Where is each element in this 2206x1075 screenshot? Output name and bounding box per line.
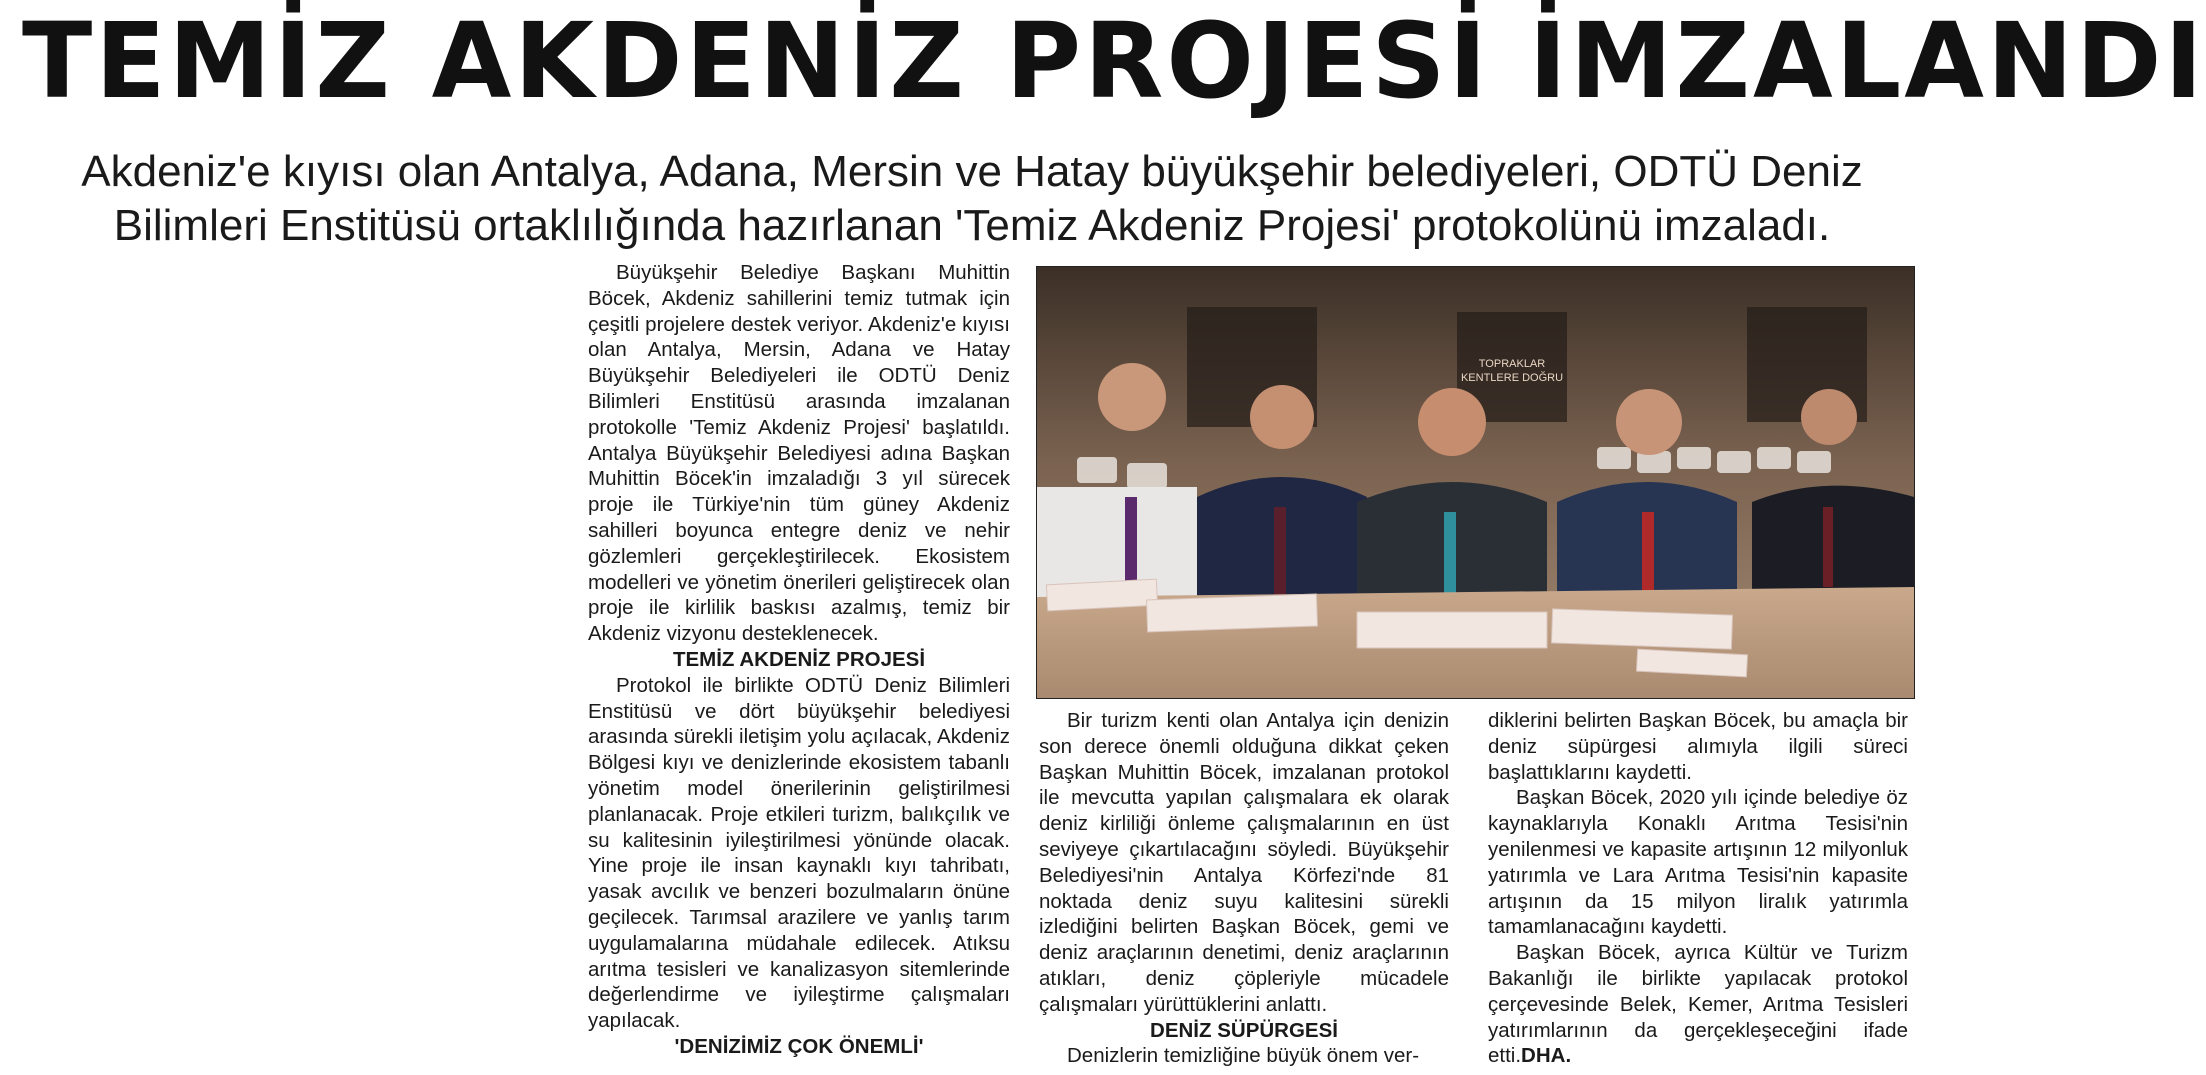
subheading: TEMİZ AKDENİZ PROJESİ — [672, 647, 926, 671]
paragraph: Bir turizm kenti olan Antalya için denizin son derece önemli olduğuna dikkat çeken Başkan Muhittin Böcek, imzalanan protokol ile mevcutta yapılan çalışmalara ek olarak deniz kirliliği önleme çalışmalarının en üst seviyeye çıkartılacağını söyledi. Büyükşehir Belediyesi'nin Antalya Körfezi'nde 81 noktada deniz suyu kalitesini sürekli izlediğini belirten Başkan Böcek, gemi ve deniz araçlarının denetimi, deniz araçlarının atıkları, deniz çöpleriyle mücadele çalışmaları yürüttüklerini anlattı. — [1039, 709, 1449, 1016]
svg-text:TOPRAKLAR: TOPRAKLAR — [1478, 358, 1546, 370]
paragraph-text: Başkan Böcek, ayrıca Kültür ve Turizm Bakanlığı ile birlikte yapılacak protokol çerçevesinde Belek, Kemer, Arıtma Tesisleri yatırımlarının da gerçekleşeceğini ifade etti. — [1488, 941, 1908, 1068]
svg-text:KENTLERE DOĞRU: KENTLERE DOĞRU — [1460, 372, 1564, 384]
subheading: 'DENİZİMİZ ÇOK ÖNEMLİ' — [674, 1034, 924, 1058]
byline: DHA. — [1521, 1044, 1572, 1068]
paragraph: Büyükşehir Belediye Başkanı Muhittin Böcek, Akdeniz sahillerini temiz tutmak için çeşitli projelere destek veriyor. Akdeniz'e kıyısı olan Antalya, Mersin, Adana ve Hatay Büyükşehir Belediyeleri ile ODTÜ Deniz Bilimleri Enstitüsü arasında imzalanan protokolle 'Temiz Akdeniz Projesi' başlatıldı. Antalya Büyükşehir Belediyesi adına Başkan Muhittin Böcek'in imzaladığı 3 yıl sürecek proje ile Türkiye'nin tüm güney Akdeniz sahilleri boyunca entegre deniz ve nehir gözlemleri gerçekleştirilecek. Ekosistem modelleri ve yönetim önerileri geliştirecek olan proje ile kirlilik baskısı azalmış, temiz bir Akdeniz vizyonu desteklenecek. — [588, 261, 1010, 646]
paragraph: diklerini belirten Başkan Böcek, bu amaçla bir deniz süpürgesi alımıyla ilgili süreci başlattıklarını kaydetti. — [1488, 709, 1908, 784]
signing-ceremony-photo — [1036, 266, 1915, 699]
subheading: DENİZ SÜPÜRGESİ — [1150, 1018, 1338, 1042]
article-column-1 — [588, 260, 1010, 1060]
article-column-3 — [1488, 708, 1908, 1069]
paragraph: Denizlerin temizliğine büyük önem ver- — [1067, 1044, 1420, 1068]
article-column-2 — [1039, 708, 1449, 1069]
paragraph — [1488, 940, 1908, 1069]
paragraph: Başkan Böcek, 2020 yılı içinde belediye öz kaynaklarıyla Konaklı Arıtma Tesisi'nin yenilenmesi ve kapasite artışının 12 milyonluk yatırımla ve Lara Arıtma Tesisi'nin kapasite artışının da 15 milyon liralık yatırımla tamamlanacağını kaydetti. — [1488, 786, 1908, 939]
paragraph: Protokol ile birlikte ODTÜ Deniz Bilimleri Enstitüsü ve dört büyükşehir belediyesi arasında sürekli iletişim yolu açılacak, Akdeniz Bölgesi kıyı ve denizlerinde ekosistem tabanlı yönetim model önerilerinin geliştirilmesi planlanacak. Proje etkileri turizm, balıkçılık ve su kalitesinin iyileştirilmesi yönünde olacak. Yine proje ile insan kaynaklı kıyı tahribatı, yasak avcılık ve benzeri bozulmaların önüne geçilecek. Tarımsal arazilere ve yanlış tarım uygulamalarına müdahale edilecek. Atıksu arıtma tesisleri ve kanalizasyon sitemlerinde değerlendirme ve iyileştirme çalışmaları yapılacak. — [588, 673, 1010, 1033]
article-deck: Akdeniz'e kıyısı olan Antalya, Adana, Mersin ve Hatay büyükşehir belediyeleri, ODTÜ Deniz Bilimleri Enstitüsü ortaklılığında hazırlanan 'Temiz Akdeniz Projesi' protokolünü imzaladı. — [81, 147, 1863, 250]
headline: TEMİZ AKDENİZ PROJESİ İMZALANDI — [22, 0, 2206, 122]
